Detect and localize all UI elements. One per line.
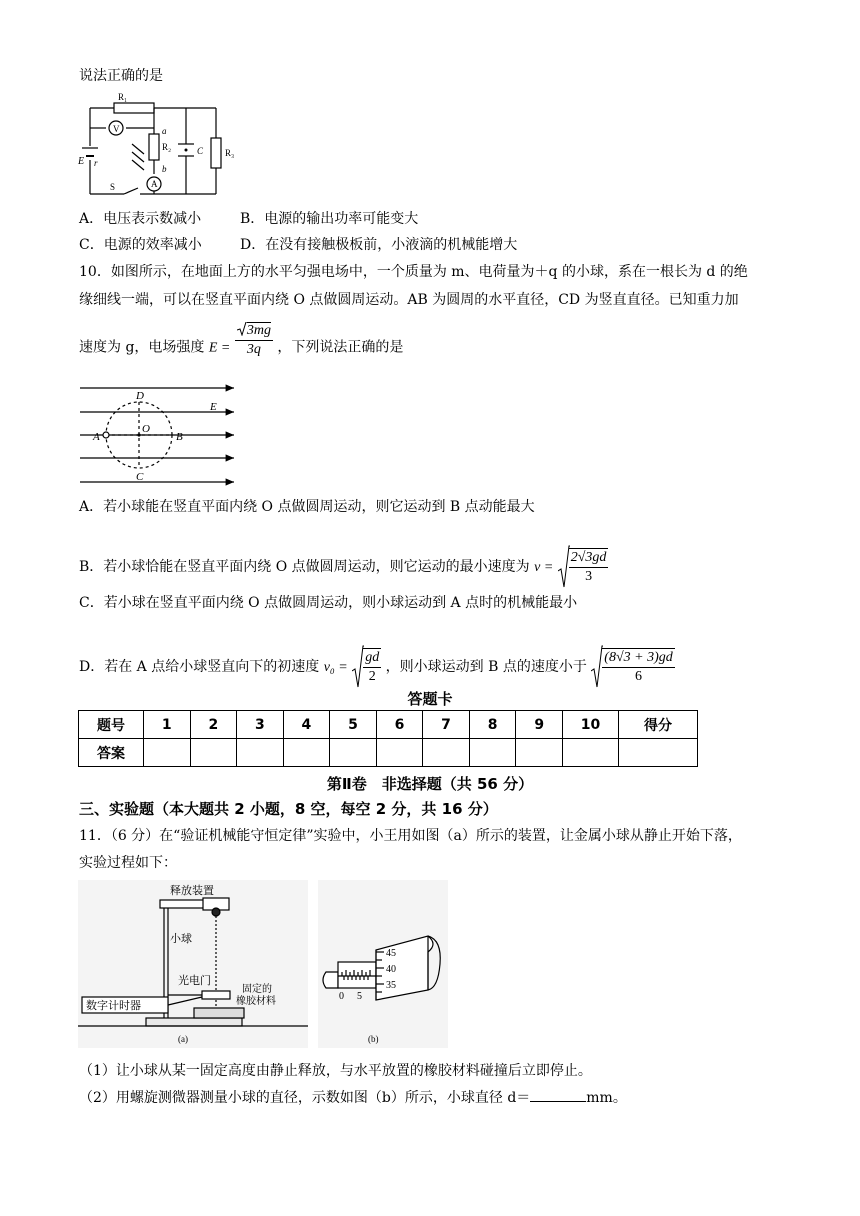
answer-card-row-label: 答案 (79, 739, 144, 767)
answer-card-header-cell: 4 (283, 711, 330, 739)
answer-card-answer-row (79, 739, 698, 767)
answer-card-header-cell: 5 (330, 711, 377, 739)
q11-step-2 (79, 1087, 627, 1108)
fig-a-label-gate: 光电门 (178, 975, 211, 987)
circuit-label-r3: R₃ (225, 148, 235, 158)
q10-line-2: 缘细线一端，可以在竖直平面内绕 O 点做圆周运动。AB 为圆周的水平直径，CD 为竖直直径。已知重力加 (79, 292, 739, 308)
circuit-label-a: a (162, 126, 167, 136)
q10-option-d-lhs: v₀ = (323, 660, 348, 675)
circuit-label-r: r (94, 158, 98, 168)
q9-stem-tail: 说法正确的是 (79, 68, 163, 84)
answer-card-header-cell: 10 (563, 711, 619, 739)
answer-cell[interactable] (144, 739, 191, 767)
q10-e-lhs: E = (208, 340, 231, 356)
q10-line-3 (79, 323, 404, 359)
circuit-label-r1: R₁ (118, 92, 128, 102)
fig-b-caption: (b) (368, 1034, 379, 1044)
fig-a-label-ball: 小球 (170, 933, 192, 945)
fig-a-label-rubber-2: 橡胶材料 (236, 996, 276, 1007)
answer-cell[interactable] (563, 739, 619, 767)
circuit-label-ammeter: A (151, 179, 158, 189)
field-label-b: B (176, 431, 183, 443)
q9-option-d: D．在没有接触极板前，小液滴的机械能增大 (240, 237, 518, 253)
q9-option-c: C．电源的效率减小 (79, 237, 202, 253)
circuit-label-v: V (113, 124, 120, 134)
q10-option-d-mid: ，则小球运动到 B 点的速度小于 (385, 659, 587, 675)
circuit-label-s: S (110, 182, 116, 192)
q11-figure-a (78, 880, 308, 1048)
fig-b-tick-45: 45 (386, 948, 396, 959)
sqrt-sign-icon (237, 322, 247, 336)
q10-field-diagram (78, 382, 238, 488)
q11-figure-b (318, 880, 448, 1048)
q11-step-2-unit: mm。 (586, 1090, 627, 1106)
circuit-label-e: E (78, 156, 85, 167)
answer-card-table (78, 710, 698, 767)
q10-option-b (79, 545, 608, 589)
field-label-c: C (136, 471, 144, 483)
answer-cell[interactable] (516, 739, 563, 767)
q10-option-d-den: 6 (635, 669, 643, 684)
circuit-label-b: b (162, 164, 167, 174)
q9-option-a: A．电压表示数减小 (79, 211, 202, 227)
q10-option-d-frac (602, 648, 674, 686)
answer-card-header-cell: 2 (190, 711, 237, 739)
q10-option-a: A．若小球能在竖直平面内绕 O 点做圆周运动，则它运动到 B 点动能最大 (79, 499, 535, 515)
fig-b-scale-0: 0 (339, 991, 344, 1002)
q10-option-d (79, 645, 675, 689)
answer-card-header-cell: 6 (376, 711, 423, 739)
q10-e-formula (235, 322, 273, 359)
circuit-label-r2: R₂ (162, 142, 172, 152)
answer-card-header-cell: 7 (423, 711, 470, 739)
field-label-d: D (136, 390, 144, 402)
section-2-title: 第Ⅱ卷 非选择题（共 56 分） (326, 775, 534, 793)
q10-option-b-den: 3 (585, 569, 593, 584)
answer-cell[interactable] (423, 739, 470, 767)
circuit-label-c: C (197, 146, 204, 156)
answer-card-header-cell: 题号 (79, 711, 144, 739)
q10-e-den: 3q (246, 342, 261, 357)
q10-option-d-v0-num: gd (363, 649, 381, 668)
field-label-o: O (142, 423, 150, 435)
score-cell[interactable] (619, 739, 698, 767)
q10-e-num: 3mg (246, 323, 271, 338)
answer-card-header-cell: 1 (144, 711, 191, 739)
q10-option-b-text: B．若小球恰能在竖直平面内绕 O 点做圆周运动，则它运动的最小速度为 (79, 559, 530, 575)
answer-cell[interactable] (237, 739, 284, 767)
answer-card-header-cell: 8 (469, 711, 516, 739)
q10-option-d-v0-den: 2 (368, 669, 376, 684)
q10-option-b-lhs: v = (534, 560, 554, 575)
answer-cell[interactable] (469, 739, 516, 767)
answer-cell[interactable] (376, 739, 423, 767)
q10-line-1: 10．如图所示，在地面上方的水平匀强电场中，一个质量为 m、电荷量为＋q 的小球，系在一根长为 d 的绝 (79, 264, 748, 280)
q9-option-b: B．电源的输出功率可能变大 (240, 211, 419, 227)
fig-a-label-rubber-1: 固定的 (242, 984, 272, 995)
q11-step-1: （1）让小球从某一固定高度由静止释放，与水平放置的橡胶材料碰撞后立即停止。 (79, 1063, 592, 1079)
q9-circuit-diagram (76, 86, 246, 204)
field-label-a: A (93, 431, 100, 443)
field-label-e: E (210, 401, 217, 413)
answer-card-header-row (79, 711, 698, 739)
fig-b-tick-35: 35 (386, 980, 396, 991)
q10-option-b-frac (569, 548, 609, 586)
q10-option-d-text: D．若在 A 点给小球竖直向下的初速度 (79, 659, 320, 675)
q11-line-2: 实验过程如下： (79, 855, 177, 871)
answer-card-header-cell: 9 (516, 711, 563, 739)
answer-card-header-cell: 3 (237, 711, 284, 739)
answer-cell[interactable] (330, 739, 377, 767)
fig-b-scale-5: 5 (357, 991, 362, 1002)
q10-option-b-num: 2√3gd (569, 549, 609, 568)
q10-line-3-post: ，下列说法正确的是 (277, 339, 404, 356)
answer-card-title: 答题卡 (407, 690, 453, 708)
fig-a-caption: (a) (178, 1034, 188, 1044)
q10-option-d-num: (8√3 + 3)gd (602, 649, 674, 668)
q10-line-3-pre: 速度为 g，电场强度 (79, 339, 205, 356)
answer-cell[interactable] (190, 739, 237, 767)
answer-cell[interactable] (283, 739, 330, 767)
q11-line-1: 11．（6 分）在“验证机械能守恒定律”实验中，小王用如图（a）所示的装置，让金属小球从静止开始下落， (79, 828, 742, 844)
q11-step-2-text: （2）用螺旋测微器测量小球的直径，示数如图（b）所示，小球直径 d＝ (79, 1090, 531, 1106)
fig-a-label-timer: 数字计时器 (86, 1000, 141, 1012)
q10-option-d-v0-frac (363, 648, 381, 686)
answer-blank[interactable] (530, 1087, 586, 1102)
answer-card-header-cell: 得分 (619, 711, 698, 739)
fig-b-tick-40: 40 (386, 964, 396, 975)
q10-option-c: C．若小球在竖直平面内绕 O 点做圆周运动，则小球运动到 A 点时的机械能最小 (79, 595, 578, 611)
section-3-heading: 三、实验题（本大题共 2 小题，8 空，每空 2 分，共 16 分） (79, 800, 498, 818)
fig-a-label-release: 释放装置 (170, 885, 214, 897)
